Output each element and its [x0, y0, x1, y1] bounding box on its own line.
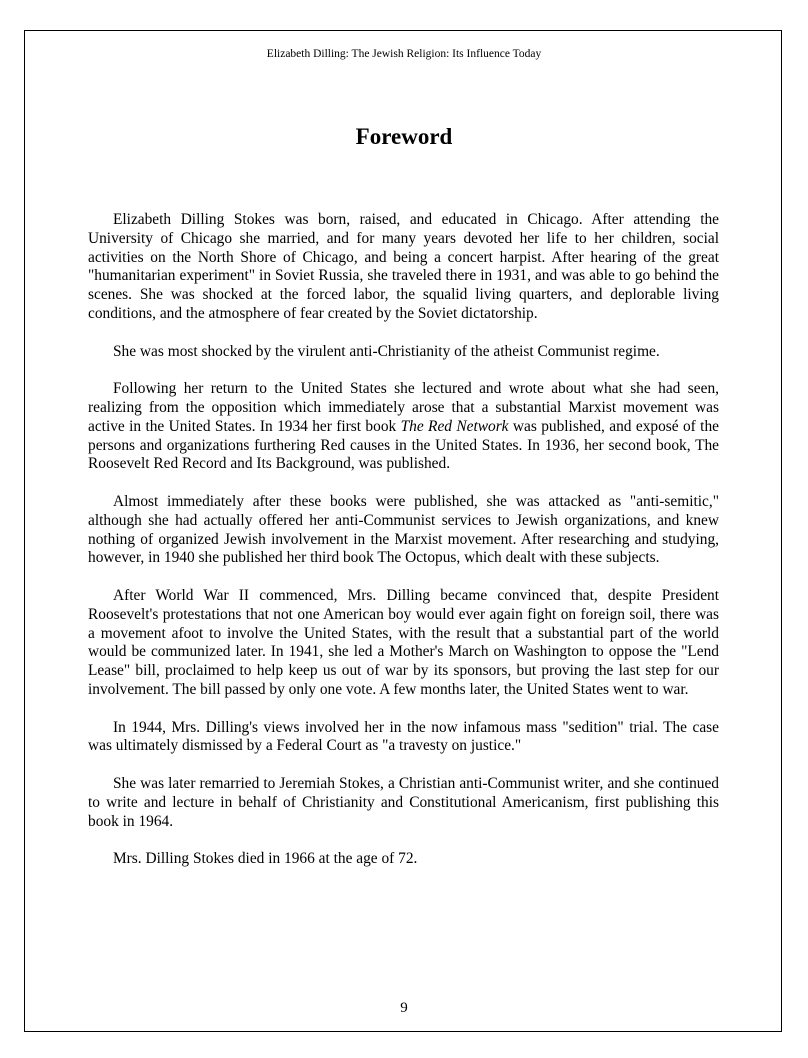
- paragraph-3: [88, 380, 719, 474]
- foreword-body: [88, 211, 719, 888]
- book-title-red-network: The Red Network: [400, 417, 509, 435]
- page-number: 9: [400, 1000, 408, 1016]
- paragraph-7: She was later remarried to Jeremiah Stokes, a Christian anti-Communist writer, and she continued to write and lecture in behalf of Christianity and Constitutional Americanism, first publishing this book in 1964.: [88, 774, 719, 830]
- page-title: Foreword: [355, 124, 453, 149]
- paragraph-8: Mrs. Dilling Stokes died in 1966 at the age of 72.: [113, 850, 418, 868]
- paragraph-5: After World War II commenced, Mrs. Dilling became convinced that, despite President Roosevelt's protestations that not one American boy would ever again fight on foreign soil, there was a movement afoot to involve the United States, with the result that a substantial part of the world would be communized later. In 1941, she led a Mother's March on Washington to oppose the "Lend Lease" bill, proclaimed to help keep us out of war by its sponsors, but proving the last step for our involvement. The bill passed by only one vote. A few months later, the United States went to war.: [88, 586, 719, 698]
- paragraph-3-text-after: was published, and exposé of the persons and organizations furthering Red causes in the United States. In 1936, her second book, The Roosevelt Red Record and Its Background, was published.: [88, 417, 719, 473]
- running-header: Elizabeth Dilling: The Jewish Religion: Its Influence Today: [266, 48, 542, 60]
- paragraph-2: She was most shocked by the virulent anti-Christianity of the atheist Communist regime.: [113, 342, 660, 360]
- paragraph-3-text-before: Following her return to the United States she lectured and wrote about what she had seen, realizing from the opposition which immediately arose that a substantial Marxist movement was active in the United States. In 1934 her first book: [88, 380, 719, 435]
- paragraph-4: Almost immediately after these books were published, she was attacked as "anti-semitic," although she had actually offered her anti-Communist services to Jewish organizations, and knew nothing of organized Jewish involvement in the Marxist movement. After researching and studying, however, in 1940 she published her third book The Octopus, which dealt with these subjects.: [88, 492, 719, 567]
- paragraph-6: In 1944, Mrs. Dilling's views involved her in the now infamous mass "sedition" trial. The case was ultimately dismissed by a Federal Court as "a travesty on justice.": [88, 718, 719, 755]
- paragraph-1: Elizabeth Dilling Stokes was born, raised, and educated in Chicago. After attending the University of Chicago she married, and for many years devoted her life to her children, social activities on the North Shore of Chicago, and being a concert harpist. After hearing of the great "humanitarian experiment" in Soviet Russia, she traveled there in 1931, and was able to go behind the scenes. She was shocked at the forced labor, the squalid living quarters, and deplorable living conditions, and the atmosphere of fear created by the Soviet dictatorship.: [88, 211, 719, 322]
